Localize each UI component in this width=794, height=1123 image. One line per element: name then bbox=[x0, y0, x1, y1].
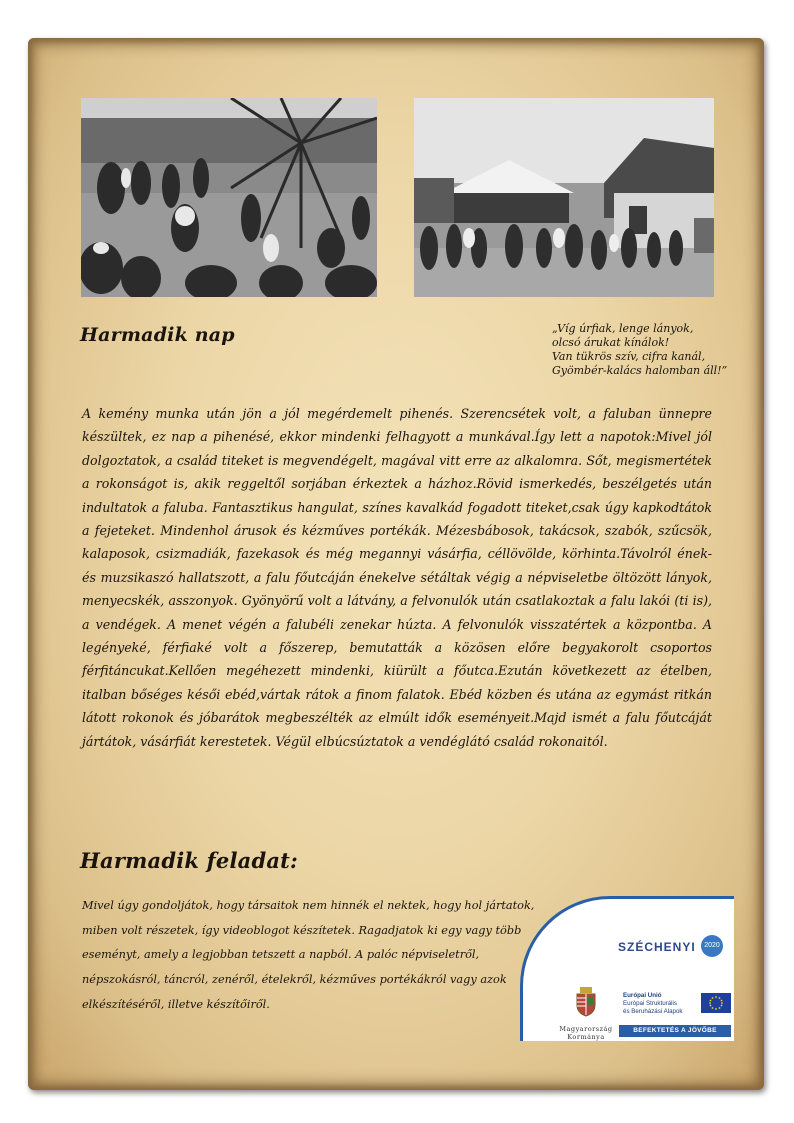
szechenyi-logo bbox=[520, 896, 734, 1041]
program-year-badge: 2020 bbox=[701, 935, 723, 957]
section-heading-task: Harmadik feladat: bbox=[80, 848, 298, 873]
task-paragraph: Mivel úgy gondoljátok, hogy társaitok nem hinnék el nektek, hogy hol jártatok, miben volt részetek, így videoblogot készítetek. Ragadjatok ki egy vagy több eseményt, amely a legjobban tetszett a napból. A palóc népviseletről, népszokásról, táncról, zenéről, ételekről, kézműves portékákról vagy azok elkészítéséről, illetve készítőiről. bbox=[82, 899, 535, 1011]
poem-line: Van tükrös szív, cifra kanál, bbox=[552, 350, 706, 363]
gov-line-country: Magyarország bbox=[559, 1025, 613, 1033]
government-label bbox=[541, 1025, 631, 1041]
section-heading-day: Harmadik nap bbox=[80, 324, 235, 346]
poem-quote bbox=[552, 322, 732, 378]
eu-line: Európai Strukturális bbox=[623, 1000, 677, 1007]
eu-line: és Beruházási Alapok bbox=[623, 1008, 683, 1015]
eu-flag-icon bbox=[701, 993, 731, 1013]
eu-title: Európai Unió bbox=[623, 992, 662, 999]
eu-label bbox=[623, 992, 703, 1016]
poem-line: Gyömbér-kalács halomban áll!” bbox=[552, 364, 728, 377]
poem-line: olcsó árukat kínálok! bbox=[552, 336, 670, 349]
investment-banner: BEFEKTETÉS A JÖVŐBE bbox=[619, 1025, 731, 1037]
poem-line: „Víg úrfiak, lenge lányok, bbox=[552, 322, 694, 335]
photo-carousel-village bbox=[414, 98, 714, 297]
photo-carousel-crowd bbox=[81, 98, 377, 297]
hungarian-crest-icon bbox=[575, 987, 597, 1017]
program-name: SZÉCHENYI bbox=[618, 940, 696, 954]
story-paragraph: A kemény munka után jön a jól megérdemelt pihenés. Szerencsétek volt, a faluban ünnepre készültek, ez nap a pihenésé, ekkor mindenki felhagyott a munkával.Így lett a napotok:Mivel jól dolgoztatok, a család titeket is megvendégelt, magával vitt erre az alkalomra. Sőt, megismertétek a rokonságot is, akik reggeltől sorjában érkeztek a házhoz.Rövid ismerkedés, beszélgetés után indultatok a faluba. Fantasztikus hangulat, színes kavalkád fogadott titeket,csak úgy kapkodtátok a fejeteket. Mindenhol árusok és kézműves portékák. Mézesbábosok, takácsok, szabók, szűcsök, kalaposok, csizmadiák, fazekasok és még megannyi vásárfia, céllövölde, körhinta.Távolról ének- és muzsikaszó hallatszott, a falu főutcáján énekelve sétáltak végig a népviseletbe öltözött lányok, menyecskék, asszonyok. Gyönyörű volt a látvány, a felvonulók után csatlakoztak a falu lakói (ti is), a vendégek. A menet végén a falubéli zenekar húzta. A felvonulók visszatértek a központba. A legényeké, férfiaké volt a főszerep, bemutatták a közösen előre begyakorolt csoportos férfitáncukat.Kellően megéhezett mindenki, kiürült a főutca.Ezután következett az ételben, italban bőséges késői ebéd,vártak rátok a finom falatok. Ebéd közben és utána az egymást ritkán látott rokonok és jóbarátok megbeszélték az elmúlt idők eseményeit.Majd ismét a falu főutcáját jártátok, vásárfiát kerestetek. Végül elbúcsúztatok a vendéglátó család rokonaitól. bbox=[82, 406, 712, 749]
gov-line-government: Kormánya bbox=[567, 1033, 605, 1041]
